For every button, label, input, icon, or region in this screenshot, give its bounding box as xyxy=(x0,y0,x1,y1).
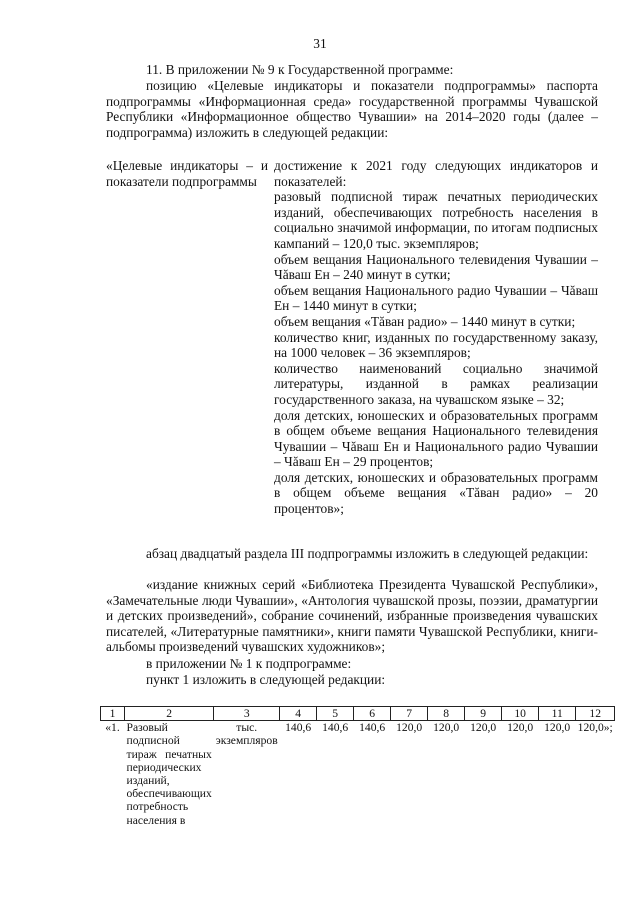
indicator-line: объем вещания «Тăван радио» – 1440 минут в сутки; xyxy=(274,313,576,329)
page-number: 31 xyxy=(313,36,327,51)
paragraph-section-iii: абзац двадцатый раздела III подпрограммы изложить в следующей редакции: xyxy=(146,546,589,561)
passport-right-column xyxy=(274,158,598,517)
indicator-line: доля детских, юношеских и образовательных программ в общем объеме вещания Национального телевидения Чувашии – Чăваш Ен и Национального радио Чувашии – Чăваш Ен – 29 процентов; xyxy=(274,407,598,470)
indicator-line: количество наименований социально значимой литературы, изданной в рамках реализации государственного заказа, на чувашском языке – 32; xyxy=(274,360,598,407)
table-header-cell: 2 xyxy=(125,707,214,721)
paragraph-item-11: 11. В приложении № 9 к Государственной программе: xyxy=(146,62,454,77)
indicator-line: достижение к 2021 году следующих индикаторов и показателей: xyxy=(274,158,598,189)
paragraph-appendix-1: в приложении № 1 к подпрограмме: xyxy=(146,656,352,671)
table-header-row xyxy=(101,707,615,721)
table-header-cell: 8 xyxy=(428,707,465,721)
table-cell-value: 120,0 xyxy=(470,721,497,735)
paragraph-intro: позицию «Целевые индикаторы и показатели подпрограммы» паспорта подпрограммы «Информационная среда» государственной программы Чувашской Республики «Информационное общество Чувашии» на 2014–2020 годы (далее – подпрограмма) изложить в следующей редакции: xyxy=(106,78,598,140)
table-header-cell: 5 xyxy=(317,707,354,721)
table-header-cell: 9 xyxy=(465,707,502,721)
table-cell-indicator: Разовый подписной тираж печатных периодических изданий, обеспечивающих потребность населения в xyxy=(126,721,212,827)
table-cell-value: 120,0 xyxy=(396,721,423,735)
table-header-cell: 10 xyxy=(502,707,539,721)
table-header-cell: 12 xyxy=(576,707,615,721)
paragraph-point-1: пункт 1 изложить в следующей редакции: xyxy=(146,672,386,687)
table-cell-value: 140,6 xyxy=(322,721,349,735)
indicator-line: доля детских, юношеских и образовательных программ в общем объеме вещания «Тăван радио» – 20 процентов»; xyxy=(274,469,598,517)
indicators-table xyxy=(100,706,615,827)
table-cell-value: 120,0 xyxy=(507,721,534,735)
table-cell-unit: тыс. экземпляров xyxy=(215,721,278,748)
table-row xyxy=(101,721,615,827)
table-header-cell: 4 xyxy=(280,707,317,721)
table-cell-value: 120,0 xyxy=(433,721,460,735)
table-cell-value: 140,6 xyxy=(359,721,386,735)
table-header-cell: 1 xyxy=(101,707,125,721)
paragraph-book-series: «издание книжных серий «Библиотека Президента Чувашской Республики», «Замечательные люди Чувашии», «Антология чувашской прозы, поэзии, драматургии и детских произведений», собрание сочинений, избранные произведения чувашских писателей, «Литературные памятники», книги памяти Чувашской Республики, книги-альбомы произведений чувашских художников»; xyxy=(106,577,598,655)
indicator-line: объем вещания Национального радио Чувашии – Чăваш Ен – 1440 минут в сутки; xyxy=(274,282,598,314)
table-header-cell: 6 xyxy=(354,707,391,721)
indicator-line: разовый подписной тираж печатных периодических изданий, обеспечивающих потребность населения в социально значимой информации, по итогам подписных кампаний – 120,0 тыс. экземпляров; xyxy=(274,189,598,251)
table-cell-value: 120,0»; xyxy=(577,721,613,735)
passport-left-column: «Целевые индикаторы – и показатели подпрограммы xyxy=(106,158,268,189)
table-cell-value: 120,0 xyxy=(544,721,571,735)
indicator-line: количество книг, изданных по государственному заказу, на 1000 человек – 36 экземпляров; xyxy=(274,329,598,361)
table-header-cell: 3 xyxy=(214,707,280,721)
table-header-cell: 11 xyxy=(539,707,576,721)
table-cell-number: «1. xyxy=(105,721,120,735)
table-cell-value: 140,6 xyxy=(285,721,312,735)
table-header-cell: 7 xyxy=(391,707,428,721)
indicator-line: объем вещания Национального телевидения Чувашии – Чăваш Ен – 240 минут в сутки; xyxy=(274,251,598,283)
